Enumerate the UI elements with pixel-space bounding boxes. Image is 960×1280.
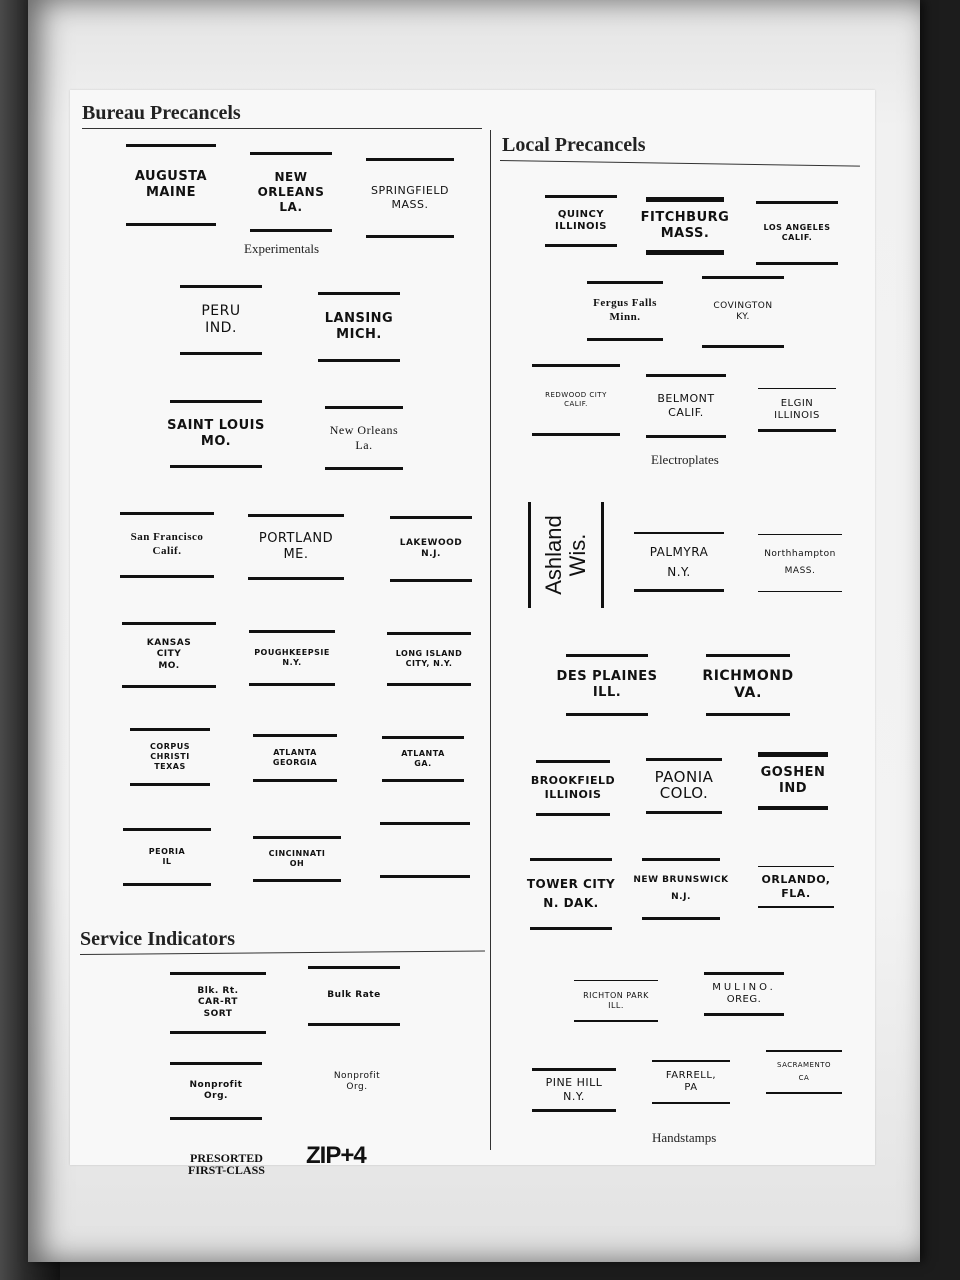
stamp-line: Ashland xyxy=(540,515,566,595)
stamp-bottom-bar xyxy=(390,579,472,582)
local-palmyra xyxy=(634,532,724,592)
stamp-bottom-bar xyxy=(758,806,828,810)
precancel-poughkeepsie xyxy=(249,630,335,686)
presorted-line: FIRST-CLASS xyxy=(188,1163,265,1177)
stamp-top-bar xyxy=(123,828,211,831)
stamp-line: Nonprofit xyxy=(189,1079,243,1090)
precancel-atlanta-ga xyxy=(382,736,464,782)
service-section-title: Service Indicators xyxy=(80,928,235,950)
stamp-bottom-bar xyxy=(249,683,335,686)
stamp-top-bar xyxy=(652,1060,730,1062)
stamp-top-bar xyxy=(646,374,726,377)
stamp-line: CITY xyxy=(156,649,182,660)
stamp-line: N.Y. xyxy=(563,1090,585,1103)
stamp-bottom-bar xyxy=(253,879,341,882)
presorted-first-class-text xyxy=(188,1152,265,1176)
stamp-top-bar xyxy=(248,514,344,517)
stamp-line: Minn. xyxy=(609,311,641,323)
stamp-line: OH xyxy=(289,859,305,868)
stamp-top-bar xyxy=(758,534,842,535)
service-carrier-route-sort xyxy=(170,972,266,1034)
stamp-line: IND xyxy=(778,781,807,796)
stamp-bottom-bar xyxy=(646,435,726,438)
stamp-line: CALIF. xyxy=(668,406,704,419)
stamp-line: ATLANTA xyxy=(273,748,317,757)
stamp-top-bar xyxy=(249,630,335,633)
stamp-line: CALIF. xyxy=(781,233,813,242)
stamp-line: PEORIA xyxy=(148,847,186,856)
local-fitchburg xyxy=(640,197,730,255)
stamp-line: N.Y. xyxy=(282,658,302,667)
stamp-line: BROOKFIELD xyxy=(530,774,616,788)
stamp-line: N.J. xyxy=(671,892,691,902)
stamp-line: GEORGIA xyxy=(272,758,318,767)
stamp-line: MASS. xyxy=(660,226,710,241)
stamp-line: ILLINOIS xyxy=(544,788,602,801)
stamp-line: RICHMOND xyxy=(702,667,794,684)
stamp-bottom-bar xyxy=(766,1092,842,1094)
stamp-top-bar xyxy=(126,144,216,147)
local-orlando xyxy=(758,866,834,908)
stamp-top-bar xyxy=(318,292,400,295)
stamp-bottom-bar xyxy=(702,345,784,348)
service-nonprofit-barred xyxy=(170,1062,262,1120)
stamp-line: PINE HILL xyxy=(545,1076,603,1090)
precancel-peoria xyxy=(123,828,211,886)
stamp-line: GA. xyxy=(414,759,432,768)
stamp-top-bar xyxy=(390,516,472,519)
stamp-line: CALIF. xyxy=(564,400,588,408)
stamp-line: CHRISTI xyxy=(150,752,190,761)
stamp-line: Fergus Falls xyxy=(593,297,657,310)
stamp-bottom-bar xyxy=(126,223,216,226)
stamp-line: GOSHEN xyxy=(760,764,826,780)
precancel-peru xyxy=(180,285,262,355)
stamp-top-bar xyxy=(170,400,262,403)
stamp-bottom-bar xyxy=(642,917,720,920)
stamp-line: PERU xyxy=(201,302,241,319)
stamp-bottom-bar xyxy=(756,262,838,265)
stamp-top-bar xyxy=(530,858,612,861)
stamp-bottom-bar xyxy=(646,250,724,255)
stamp-bottom-bar xyxy=(250,229,332,232)
stamp-top-bar xyxy=(120,512,214,515)
stamp-bottom-bar xyxy=(170,465,262,468)
stamp-line: ATLANTA xyxy=(401,749,445,758)
stamp-line: SACRAMENTO xyxy=(777,1060,831,1069)
precancel-cincinnati xyxy=(253,836,341,882)
stamp-line: ELGIN xyxy=(780,397,814,409)
stamp-line: IL xyxy=(162,857,172,866)
stamp-bottom-bar xyxy=(545,244,617,247)
stamp-line: PORTLAND xyxy=(258,530,334,546)
precancel-new-orleans xyxy=(250,152,332,232)
stamp-line: FLA. xyxy=(781,887,811,900)
stamp-bottom-bar xyxy=(380,875,470,878)
stamp-line: PA xyxy=(684,1082,698,1093)
stamp-top-bar xyxy=(536,760,610,763)
stamp-line: NEW xyxy=(274,169,308,184)
local-quincy xyxy=(545,195,617,247)
stamp-top-bar xyxy=(758,388,836,389)
stamp-line: ORLEANS xyxy=(257,184,325,199)
stamp-bottom-bar xyxy=(130,783,210,786)
local-covington xyxy=(702,276,784,348)
presorted-line: PRESORTED xyxy=(189,1151,263,1165)
stamp-bottom-bar xyxy=(652,1102,730,1104)
stamp-bottom-bar xyxy=(120,575,214,578)
stamp-top-bar xyxy=(532,364,620,367)
stamp-top-bar xyxy=(250,152,332,155)
stamp-top-bar xyxy=(574,980,658,981)
stamp-line: COLO. xyxy=(659,784,709,802)
stamp-top-bar xyxy=(387,632,471,635)
experimentals-caption: Experimentals xyxy=(244,241,320,256)
stamp-bottom-bar xyxy=(758,591,842,592)
stamp-bottom-bar xyxy=(536,813,610,816)
stamp-line: MO. xyxy=(200,434,232,449)
stamp-top-bar xyxy=(566,654,648,657)
stamp-line: N.J. xyxy=(421,549,441,559)
stamp-top-bar xyxy=(756,201,838,204)
stamp-bottom-bar xyxy=(382,779,464,782)
local-goshen xyxy=(758,752,828,810)
stamp-top-bar xyxy=(325,406,403,409)
local-des-plaines xyxy=(556,654,658,716)
stamp-line: ILLINOIS xyxy=(555,221,607,232)
stamp-line: KY. xyxy=(736,312,750,322)
stamp-bottom-bar xyxy=(706,713,790,716)
stamp-top-bar xyxy=(380,822,470,825)
stamp-top-bar xyxy=(122,622,216,625)
local-farrell xyxy=(652,1060,730,1104)
precancel-lansing xyxy=(318,292,400,362)
stamp-line: SORT xyxy=(203,1008,233,1019)
local-richton-park xyxy=(574,980,658,1022)
local-redwood-city xyxy=(532,364,620,436)
stamp-line: POUGHKEEPSIE xyxy=(254,648,330,657)
stamp-top-bar xyxy=(170,972,266,975)
stamp-bottom-bar xyxy=(170,1031,266,1034)
local-richmond xyxy=(702,654,794,716)
stamp-top-bar xyxy=(642,858,720,861)
stamp-line: ILL. xyxy=(592,685,622,700)
stamp-line: Wis. xyxy=(565,533,590,577)
stamp-bottom-bar xyxy=(308,1023,400,1026)
stamp-line: PALMYRA xyxy=(649,544,709,559)
stamp-top-bar xyxy=(253,836,341,839)
stamp-top-bar xyxy=(646,758,722,761)
stamp-line: CAR-RT xyxy=(198,997,238,1008)
stamp-top-bar xyxy=(308,966,400,969)
stamp-bottom-bar xyxy=(532,1109,616,1112)
service-bulk-rate xyxy=(308,966,400,1026)
precancel-portland xyxy=(248,514,344,580)
stamp-line: San Francisco xyxy=(130,531,204,544)
stamp-line: RICHTON PARK xyxy=(583,991,649,1000)
stamp-line: OREG. xyxy=(726,994,762,1005)
stamp-line: ILLINOIS xyxy=(774,410,820,421)
local-pine-hill xyxy=(532,1068,616,1112)
stamp-line: MAINE xyxy=(145,185,197,200)
precancel-augusta xyxy=(126,144,216,226)
local-ashland-vertical xyxy=(528,502,604,608)
precancel-blank-bars xyxy=(380,822,470,878)
stamp-top-bar xyxy=(366,158,454,161)
local-new-brunswick xyxy=(633,858,729,920)
stamp-bottom-bar xyxy=(758,906,834,908)
stamp-bottom-bar xyxy=(248,577,344,580)
precancel-springfield xyxy=(366,158,454,238)
precancel-saint-louis xyxy=(167,400,265,468)
stamp-line: Org. xyxy=(346,1082,368,1092)
local-paonia xyxy=(646,758,722,814)
stamp-top-bar xyxy=(587,281,663,284)
stamp-top-bar xyxy=(758,752,828,757)
stamp-bottom-bar xyxy=(587,338,663,341)
stamp-line: Nonprofit xyxy=(333,1070,381,1081)
stamp-line: SAINT LOUIS xyxy=(167,417,265,433)
stamp-line: N. DAK. xyxy=(543,896,599,910)
local-los-angeles xyxy=(756,201,838,265)
stamp-top-bar xyxy=(766,1050,842,1052)
bureau-title-rule xyxy=(82,128,482,129)
stamp-top-bar xyxy=(702,276,784,279)
stamp-bottom-bar xyxy=(318,359,400,362)
stamp-bottom-bar xyxy=(574,1020,658,1022)
stamp-bottom-bar xyxy=(530,927,612,930)
stamp-line: ORLANDO, xyxy=(761,873,831,887)
stamp-line: CA xyxy=(798,1074,810,1082)
stamp-line: SPRINGFIELD xyxy=(371,184,449,198)
precancel-lakewood xyxy=(390,516,472,582)
local-section-title: Local Precancels xyxy=(502,134,646,156)
stamp-line: MASS. xyxy=(784,566,816,576)
electroplates-caption: Electroplates xyxy=(651,452,719,467)
stamp-top-bar xyxy=(130,728,210,731)
stamp-line: NEW BRUNSWICK xyxy=(633,874,729,885)
stamp-line: MO. xyxy=(158,660,180,671)
precancel-corpus-christi xyxy=(130,728,210,786)
stamp-line: IND. xyxy=(205,320,237,336)
stamp-line: KANSAS xyxy=(146,638,192,649)
stamp-line: QUINCY xyxy=(557,208,605,220)
stamp-bottom-bar xyxy=(758,429,836,432)
stamp-top-bar xyxy=(646,197,724,202)
stamp-line: LA. xyxy=(279,199,303,214)
stamp-line: MASS. xyxy=(391,198,429,211)
stamp-line: COVINGTON xyxy=(713,300,773,311)
stamp-line: LANSING xyxy=(324,310,394,326)
stamp-line: PAONIA xyxy=(654,768,714,787)
stamp-line: Org. xyxy=(204,1091,228,1101)
stamp-bottom-bar xyxy=(366,235,454,238)
stamp-line: BELMONT xyxy=(657,392,715,406)
stamp-bottom-bar xyxy=(566,713,648,716)
stamp-line: Northhampton xyxy=(764,548,836,559)
stamp-line: TEXAS xyxy=(154,762,186,771)
stamp-bottom-bar xyxy=(325,467,403,470)
stamp-top-bar xyxy=(382,736,464,739)
bureau-section-title: Bureau Precancels xyxy=(82,102,241,124)
stamp-top-bar xyxy=(634,532,724,534)
stamp-line: Bulk Rate xyxy=(327,990,381,1001)
column-divider xyxy=(490,130,491,1150)
local-mulino xyxy=(704,972,784,1016)
stamp-top-bar xyxy=(532,1068,616,1071)
stamp-line: AUGUSTA xyxy=(134,168,208,184)
stamp-top-bar xyxy=(170,1062,262,1065)
stamp-bottom-bar xyxy=(122,685,216,688)
precancel-san-francisco xyxy=(120,512,214,578)
stamp-bottom-bar xyxy=(387,683,471,686)
stamp-bottom-bar xyxy=(253,779,337,782)
stamp-line: New Orleans xyxy=(329,423,399,437)
service-nonprofit-plain xyxy=(318,1060,396,1104)
stamp-line: CORPUS xyxy=(150,742,190,751)
stamp-bottom-bar xyxy=(170,1117,262,1120)
stamp-bottom-bar xyxy=(123,883,211,886)
local-tower-city xyxy=(526,858,616,930)
stamp-line: FARRELL, xyxy=(665,1069,717,1081)
stamp-top-bar xyxy=(180,285,262,288)
stamp-line: CITY, N.Y. xyxy=(405,659,453,668)
handstamps-caption: Handstamps xyxy=(652,1130,717,1145)
stamp-line: REDWOOD CITY xyxy=(545,391,607,400)
stamp-top-bar xyxy=(545,195,617,198)
local-sacramento xyxy=(766,1050,842,1094)
stamp-line: DES PLAINES xyxy=(556,668,658,684)
stamp-line: Calif. xyxy=(152,545,182,557)
stamp-line: CINCINNATI xyxy=(268,849,326,858)
local-brookfield xyxy=(530,760,616,816)
local-elgin xyxy=(758,388,836,432)
stamp-line: MULINO. xyxy=(712,981,776,993)
stamp-line: La. xyxy=(355,438,373,452)
stamp-line: LAKEWOOD xyxy=(399,537,463,548)
stamp-line: Blk. Rt. xyxy=(197,986,239,997)
stamp-line: VA. xyxy=(734,685,762,701)
precancel-long-island-city xyxy=(387,632,471,686)
precancel-kansas-city xyxy=(122,622,216,688)
stamp-line: LOS ANGELES xyxy=(763,223,831,232)
stamp-bottom-bar xyxy=(180,352,262,355)
zip-plus-4-text: ZIP+4 xyxy=(306,1142,366,1169)
local-belmont xyxy=(646,374,726,438)
stamp-line: MICH. xyxy=(336,327,382,342)
stamp-bottom-bar xyxy=(704,1013,784,1016)
precancel-new-orleans-script xyxy=(325,406,403,470)
stamp-line: ME. xyxy=(283,547,309,562)
stamp-line: ILL. xyxy=(608,1001,624,1010)
stamp-line: FITCHBURG xyxy=(640,209,730,225)
stamp-top-bar xyxy=(758,866,834,867)
stamp-bottom-bar xyxy=(532,433,620,436)
stamp-line: TOWER CITY xyxy=(526,876,616,891)
stamp-top-bar xyxy=(706,654,790,657)
precancel-atlanta-georgia xyxy=(253,734,337,782)
local-northhampton xyxy=(758,534,842,592)
local-fergus-falls xyxy=(587,281,663,341)
stamp-top-bar xyxy=(253,734,337,737)
stamp-bottom-bar xyxy=(634,589,724,592)
stamp-line: LONG ISLAND xyxy=(395,649,463,658)
stamp-bottom-bar xyxy=(646,811,722,814)
stamp-line: N.Y. xyxy=(667,565,691,579)
stamp-top-bar xyxy=(704,972,784,975)
